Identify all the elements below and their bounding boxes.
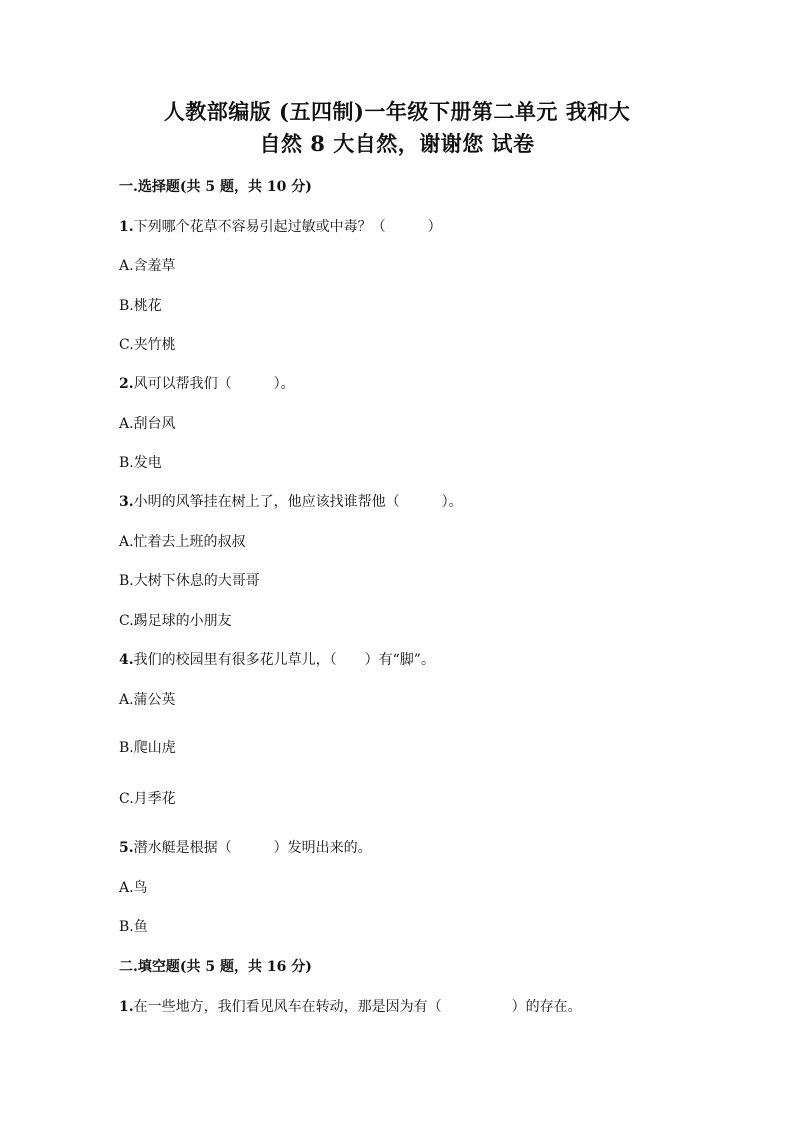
- question-number: 4.: [119, 652, 134, 668]
- option-5a: A.鸟: [119, 880, 148, 896]
- question-number: 1.: [119, 219, 134, 235]
- section-heading-fill-in: 二.填空题(共 5 题，共 16 分): [119, 959, 312, 975]
- option-4c: C.月季花: [119, 791, 176, 807]
- question-text: 我们的校园里有很多花儿草儿，（ ）有“脚”。: [133, 652, 435, 668]
- question-number: 5.: [119, 840, 134, 856]
- option-2a: A.刮台风: [119, 416, 176, 432]
- fill-question-1: [119, 997, 582, 1017]
- question-2: [119, 374, 295, 394]
- option-1b: B.桃花: [119, 298, 162, 314]
- question-number: 2.: [119, 376, 134, 392]
- question-text: 下列哪个花草不容易引起过敏或中毒？（ ）: [133, 219, 442, 235]
- option-3b: B.大树下休息的大哥哥: [119, 573, 260, 589]
- question-text: 在一些地方，我们看见风车在转动，那是因为有（ ）的存在。: [133, 999, 582, 1015]
- option-5b: B.鱼: [119, 919, 148, 935]
- option-4a: A.蒲公英: [119, 692, 176, 708]
- option-2b: B.发电: [119, 455, 162, 471]
- option-4b: B.爬山虎: [119, 740, 176, 756]
- option-3a: A.忙着去上班的叔叔: [119, 534, 246, 550]
- exam-title-line-1: 人教部编版 (五四制)一年级下册第二单元 我和大: [163, 99, 631, 124]
- question-number: 3.: [119, 494, 134, 510]
- section-heading-choice: 一.选择题(共 5 题，共 10 分): [119, 179, 312, 195]
- option-1c: C.夹竹桃: [119, 337, 176, 353]
- question-3: [119, 492, 463, 512]
- question-5: [119, 838, 372, 858]
- question-4: [119, 650, 435, 670]
- question-text: 小明的风筝挂在树上了，他应该找谁帮他（ ）。: [133, 494, 463, 510]
- question-text: 潜水艇是根据（ ）发明出来的。: [133, 840, 372, 856]
- option-1a: A.含羞草: [119, 258, 176, 274]
- question-text: 风可以帮我们（ ）。: [133, 376, 295, 392]
- exam-title-line-2: 自然 8 大自然，谢谢您 试卷: [259, 131, 535, 156]
- question-number: 1.: [119, 999, 134, 1015]
- option-3c: C.踢足球的小朋友: [119, 613, 232, 629]
- question-1: [119, 217, 442, 237]
